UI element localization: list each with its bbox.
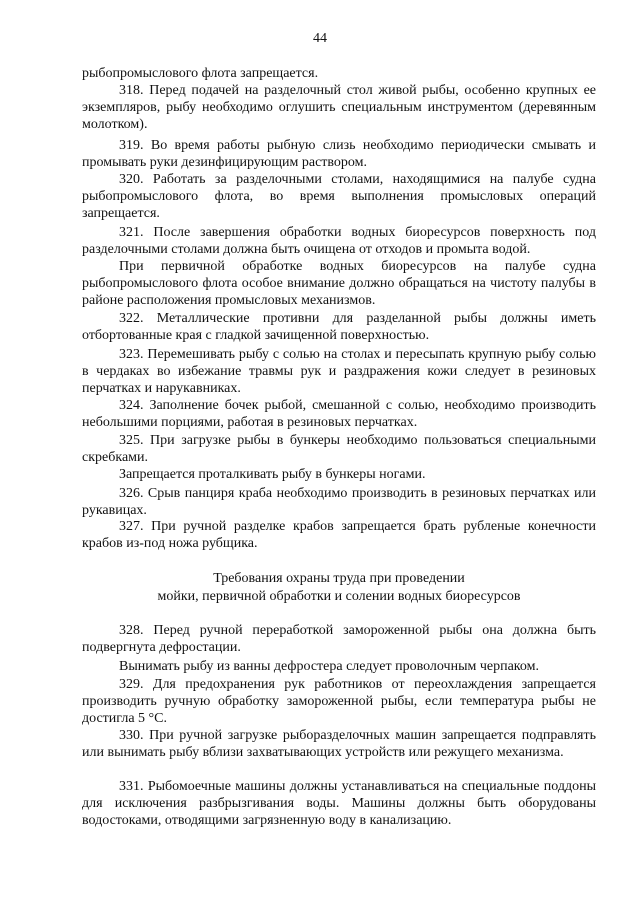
paragraph-322: 322. Металлические противни для разделанной рыбы должны иметь отбортованные края с гладкой зачищенной поверхностью.	[82, 311, 596, 343]
paragraph-326: 326. Срыв панциря краба необходимо производить в резиновых перчатках или рукавицах.	[82, 486, 596, 518]
paragraph-319: 319. Во время работы рыбную слизь необходимо периодически смывать и промывать руки дезинфицирующим раствором.	[82, 138, 596, 170]
paragraph-321: 321. После завершения обработки водных биоресурсов поверхность под разделочными столами должна быть очищена от отходов и промыта водой.	[82, 225, 596, 257]
paragraph-primary-processing: При первичной обработке водных биоресурсов на палубе судна рыбопромыслового флота особое внимание должно обращаться на чистоту палубы в районе расположения промысловых механизмов.	[82, 259, 596, 308]
paragraph-prohibition: Запрещается проталкивать рыбу в бункеры ногами.	[119, 467, 426, 482]
section-heading	[82, 570, 596, 606]
page-number: 44	[313, 31, 327, 46]
paragraph-329: 329. Для предохранения рук работников от переохлаждения запрещается производить ручную обработку замороженной рыбы, если температура рыбы не достигла 5 °С.	[82, 677, 596, 726]
paragraph-continuation: рыбопромыслового флота запрещается.	[82, 66, 319, 81]
paragraph-defroster: Вынимать рыбу из ванны дефростера следует проволочным черпаком.	[119, 659, 539, 674]
paragraph-318: 318. Перед подачей на разделочный стол живой рыбы, особенно крупных ее экземпляров, рыбу необходимо оглушить специальным инструментом (деревянным молотком).	[82, 83, 596, 132]
paragraph-325: 325. При загрузке рыбы в бункеры необходимо пользоваться специальными скребками.	[82, 433, 596, 465]
paragraph-331: 331. Рыбомоечные машины должны устанавливаться на специальные поддоны для исключения разбрызгивания воды. Машины должны быть оборудованы водостоками, отводящими загрязненную воду в канализацию.	[82, 779, 596, 828]
paragraph-330: 330. При ручной загрузке рыборазделочных машин запрещается подправлять или вынимать рыбу вблизи захватывающих устройств или режущего механизма.	[82, 728, 596, 760]
paragraph-324: 324. Заполнение бочек рыбой, смешанной с солью, необходимо производить небольшими порциями, работая в резиновых перчатках.	[82, 398, 596, 430]
paragraph-323: 323. Перемешивать рыбу с солью на столах и пересыпать крупную рыбу солью в чердаках во избежание травмы рук и раздражения кожи следует в резиновых перчатках и нарукавниках.	[82, 347, 596, 396]
paragraph-328: 328. Перед ручной переработкой замороженной рыбы она должна быть подвергнута дефростации.	[82, 623, 596, 655]
paragraph-327: 327. При ручной разделке крабов запрещается брать рубленые конечности крабов из-под ножа рубщика.	[82, 519, 596, 551]
section-heading-line-2: мойки, первичной обработки и солении водных биоресурсов	[157, 589, 521, 604]
paragraph-320: 320. Работать за разделочными столами, находящимися на палубе судна рыбопромыслового флота, во время выполнения промысловых операций запрещается.	[82, 172, 596, 221]
section-heading-line-1: Требования охраны труда при проведении	[213, 571, 465, 586]
